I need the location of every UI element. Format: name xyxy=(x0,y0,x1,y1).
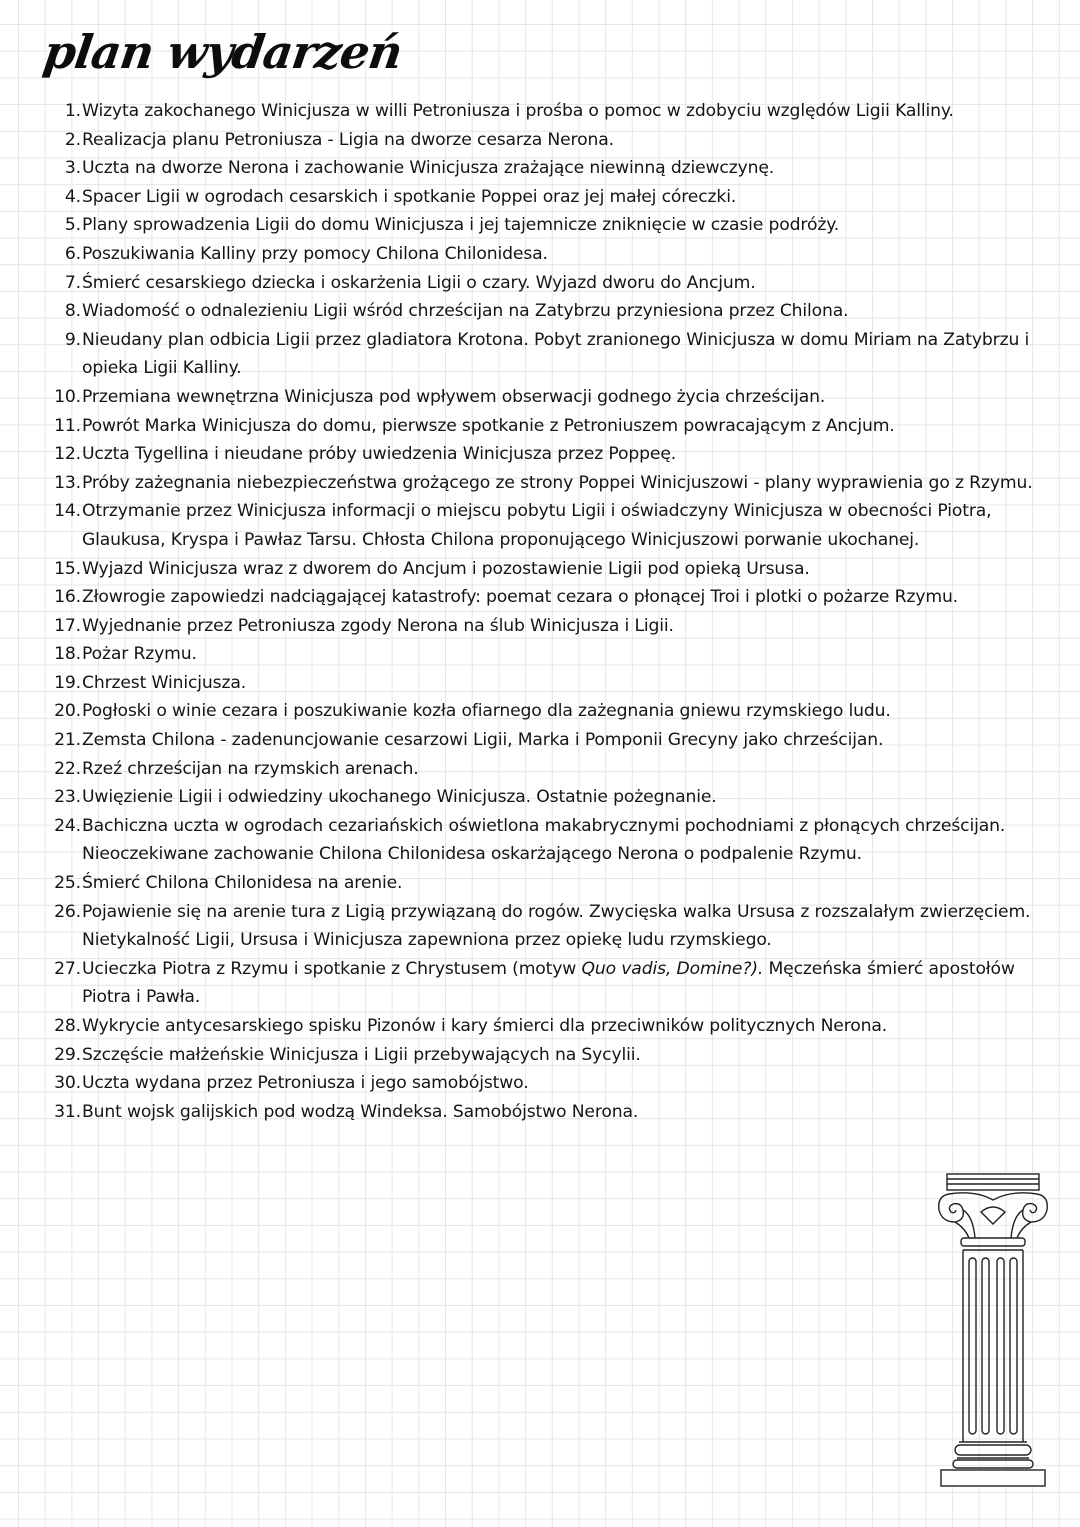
list-item xyxy=(48,240,1048,269)
item-number: 12. xyxy=(54,444,81,465)
list-item xyxy=(48,183,1048,212)
item-text: Otrzymanie przez Winicjusza informacji o miejscu pobytu Ligii i oświadczyny Winicjusza w obecności Piotra, Glaukusa, Kryspa i Pawłaz Tarsu. Chłosta Chilona proponującego Winicjuszowi porwanie ukochanej. xyxy=(82,501,992,550)
item-text: Wiadomość o odnalezieniu Ligii wśród chrześcijan na Zatybrzu przyniesiona przez Chilona. xyxy=(82,301,849,322)
list-item xyxy=(48,469,1048,498)
item-text: Wizyta zakochanego Winicjusza w willi Petroniusza i prośba o pomoc w zdobyciu względów Ligii Kalliny. xyxy=(82,101,954,121)
item-number: 27. xyxy=(54,958,81,979)
item-text: Nieudany plan odbicia Ligii przez gladiatora Krotona. Pobyt zranionego Winicjusza w domu Miriam na Zatybrzu i opieka Ligii Kalliny. xyxy=(82,329,1030,379)
item-number: 10. xyxy=(54,386,81,407)
list-item xyxy=(48,154,1048,183)
item-number: 19. xyxy=(54,672,81,693)
list-item xyxy=(48,726,1048,755)
item-number: 22. xyxy=(54,758,81,779)
item-number: 18. xyxy=(54,644,81,665)
list-item xyxy=(48,583,1048,612)
item-text: Pogłoski o winie cezara i poszukiwanie kozła ofiarnego dla zażegnania gniewu rzymskiego ludu. xyxy=(82,701,891,722)
item-text xyxy=(82,959,1015,1008)
item-number: 17. xyxy=(54,615,81,636)
list-item xyxy=(48,1069,1048,1098)
list-item xyxy=(48,955,1048,1012)
item-text: Uczta wydana przez Petroniusza i jego samobójstwo. xyxy=(82,1073,529,1094)
item-text: Uczta Tygellina i nieudane próby uwiedzenia Winicjusza przez Poppeę. xyxy=(82,444,677,465)
item-text: Przemiana wewnętrzna Winicjusza pod wpływem obserwacji godnego życia chrześcijan. xyxy=(82,386,826,407)
list-item xyxy=(48,497,1048,554)
item-number: 15. xyxy=(54,558,81,579)
list-item xyxy=(48,440,1048,469)
item-text: Wykrycie antycesarskiego spisku Pizonów i kary śmierci dla przeciwników politycznych Nerona. xyxy=(82,1016,888,1036)
list-item xyxy=(48,555,1048,584)
item-number: 23. xyxy=(54,787,81,808)
item-number: 4. xyxy=(64,186,81,207)
list-item xyxy=(48,612,1048,641)
item-text: Uwięzienie Ligii i odwiedziny ukochanego Winicjusza. Ostatnie pożegnanie. xyxy=(82,787,717,808)
item-text: Śmierć Chilona Chilonidesa na arenie. xyxy=(82,873,403,894)
list-item xyxy=(48,383,1048,412)
item-text: Realizacja planu Petroniusza - Ligia na dworze cesarza Nerona. xyxy=(82,129,614,150)
list-item xyxy=(48,1098,1048,1127)
item-number: 1. xyxy=(64,101,81,121)
item-number: 21. xyxy=(54,730,81,751)
item-text: Śmierć cesarskiego dziecka i oskarżenia Ligii o czary. Wyjazd dworu do Ancjum. xyxy=(82,272,756,293)
item-text: Chrzest Winicjusza. xyxy=(82,672,247,693)
item-number: 7. xyxy=(64,272,81,293)
list-item xyxy=(48,1012,902,1041)
item-number: 30. xyxy=(54,1073,81,1094)
item-number: 8. xyxy=(64,301,81,322)
item-text: Bachiczna uczta w ogrodach cezariańskich oświetlona makabrycznymi pochodniami z płonących chrześcijan. Nieoczekiwane zachowanie Chilona Chilonidesa oskarżającego Nerona o podpalenie Rzymu. xyxy=(82,815,1006,865)
item-number: 9. xyxy=(64,329,81,350)
item-number: 29. xyxy=(54,1044,81,1065)
item-text: Złowrogie zapowiedzi nadciągającej katastrofy: poemat cezara o płonącej Troi i plotki o pożarze Rzymu. xyxy=(82,587,958,608)
list-item xyxy=(48,783,1048,812)
item-text: Pożar Rzymu. xyxy=(82,644,197,665)
list-item xyxy=(48,97,1048,126)
item-text: Zemsta Chilona - zadenuncjowanie cesarzowi Ligii, Marka i Pomponii Grecyny jako chrześcijan. xyxy=(82,730,884,751)
item-text: Szczęście małżeńskie Winicjusza i Ligii przebywających na Sycylii. xyxy=(82,1044,641,1065)
item-number: 25. xyxy=(54,873,81,894)
item-number: 20. xyxy=(54,701,81,722)
item-number: 16. xyxy=(54,587,81,608)
list-item xyxy=(48,211,1048,240)
item-text: Wyjednanie przez Petroniusza zgody Nerona na ślub Winicjusza i Ligii. xyxy=(82,615,674,636)
list-item xyxy=(48,669,1048,698)
item-text: Bunt wojsk galijskich pod wodzą Windeksa. Samobójstwo Nerona. xyxy=(82,1101,639,1122)
list-item xyxy=(48,326,1048,383)
item-number: 5. xyxy=(64,215,81,236)
list-item xyxy=(48,1041,1048,1070)
item-number: 26. xyxy=(54,901,81,922)
item-number: 3. xyxy=(64,158,81,179)
list-item xyxy=(48,755,1048,784)
item-number: 31. xyxy=(54,1101,81,1122)
list-item xyxy=(48,898,1048,955)
ionic-column-icon xyxy=(935,1172,1051,1488)
list-item xyxy=(48,297,1048,326)
event-plan-list xyxy=(48,97,1048,1126)
item-text: Wyjazd Winicjusza wraz z dworem do Ancjum i pozostawienie Ligii pod opieką Ursusa. xyxy=(82,558,810,579)
item-text: Poszukiwania Kalliny przy pomocy Chilona Chilonidesa. xyxy=(82,243,548,264)
list-item xyxy=(48,412,1048,441)
item-text: Powrót Marka Winicjusza do domu, pierwsze spotkanie z Petroniuszem powracającym z Ancjum. xyxy=(82,415,895,436)
item-text-part: Męczeńska śmierć apostołów Piotra i Pawła. xyxy=(82,958,1015,1008)
list-item xyxy=(48,869,1048,898)
item-number: 6. xyxy=(64,243,81,264)
item-number: 13. xyxy=(54,472,81,493)
list-item xyxy=(48,697,1048,726)
page-title: plan wydarzeń xyxy=(40,25,406,79)
item-text: Uczta na dworze Nerona i zachowanie Winicjusza zrażające niewinną dziewczynę. xyxy=(82,158,775,179)
list-item xyxy=(48,126,1048,155)
item-number: 2. xyxy=(64,129,81,150)
quote-vadis-italic: Quo vadis, Domine?). xyxy=(581,958,764,979)
item-text-part: Ucieczka Piotra z Rzymu i spotkanie z Chrystusem (motyw xyxy=(82,958,582,979)
item-text: Spacer Ligii w ogrodach cesarskich i spotkanie Poppei oraz jej małej córeczki. xyxy=(82,186,737,207)
item-text: Pojawienie się na arenie tura z Ligią przywiązaną do rogów. Zwycięska walka Ursusa z rozszalałym zwierzęciem. Nietykalność Ligii, Ursusa i Winicjusza zapewniona przez opiekę ludu rzymskiego. xyxy=(82,901,1031,951)
list-item xyxy=(48,812,1048,869)
item-text: Plany sprowadzenia Ligii do domu Winicjusza i jej tajemnicze zniknięcie w czasie podróży. xyxy=(82,215,840,236)
item-number: 24. xyxy=(54,815,81,836)
item-number: 28. xyxy=(54,1016,81,1036)
item-number: 11. xyxy=(54,415,81,436)
item-text: Rzeź chrześcijan na rzymskich arenach. xyxy=(82,758,419,779)
item-number: 14. xyxy=(54,501,81,522)
list-item xyxy=(48,269,1048,298)
list-item xyxy=(48,640,1048,669)
item-text: Próby zażegnania niebezpieczeństwa grożącego ze strony Poppei Winicjuszowi - plany wyprawienia go z Rzymu. xyxy=(82,472,1033,493)
